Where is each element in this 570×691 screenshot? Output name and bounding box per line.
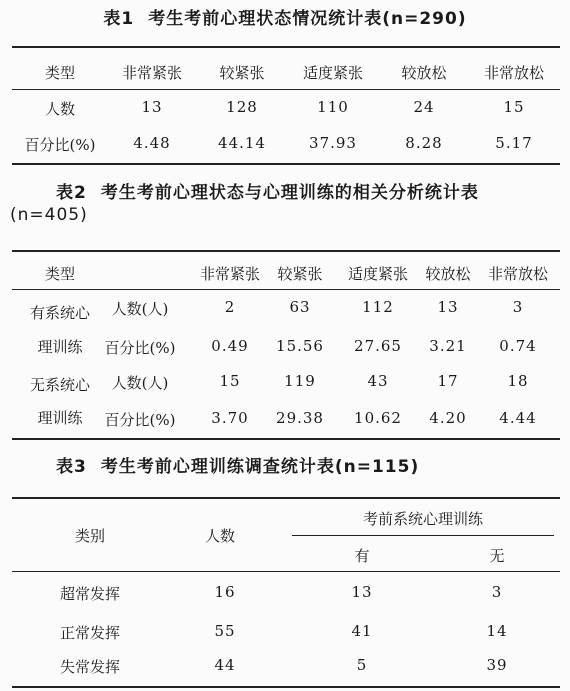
table2-header-very-relaxed: 非常放松	[487, 265, 549, 283]
table2-cell: 15.56	[276, 337, 324, 355]
table3-top-rule	[12, 497, 560, 499]
table3-cell: 13	[351, 583, 373, 601]
table2-caption-number: 表2	[56, 183, 87, 203]
table3-cell: 14	[486, 622, 508, 640]
table1-header-rule	[12, 89, 560, 90]
table2-cell: 10.62	[354, 409, 402, 427]
table3-header-no: 无	[489, 547, 505, 565]
table2-cell: 29.38	[276, 409, 324, 427]
table2-cell: 4.44	[499, 409, 537, 427]
table2-header-very-nervous: 非常紧张	[199, 265, 261, 283]
table2-row-label-count: 人数(人)	[111, 300, 169, 318]
table3-cell: 41	[351, 622, 373, 640]
table2-cell: 3	[512, 298, 524, 316]
table2-cell: 43	[367, 372, 389, 390]
table1-cell: 13	[141, 98, 163, 116]
table3-cell: 5	[356, 656, 368, 674]
table3-header-yes: 有	[354, 547, 370, 565]
table1-caption-number: 表1	[103, 9, 135, 29]
table3-caption-number: 表3	[56, 457, 87, 477]
table1-header-type: 类型	[44, 64, 76, 82]
table1-bottom-rule	[12, 163, 560, 165]
table2-cell: 112	[362, 298, 394, 316]
table3-cell: 44	[214, 656, 236, 674]
table1-caption-text: 考生考前心理状态情况统计表(n=290)	[148, 9, 467, 29]
table2-top-rule	[12, 250, 560, 252]
table3-cell: 55	[214, 622, 236, 640]
table1-cell: 24	[413, 98, 435, 116]
table3-header-group: 考前系统心理训练	[362, 510, 484, 528]
table3-cell: 16	[214, 583, 236, 601]
table2-caption-line1	[56, 178, 566, 203]
table1-cell: 8.28	[405, 134, 443, 152]
table3-caption-text: 考生考前心理训练调查统计表(n=115)	[100, 457, 420, 477]
table2-cell: 0.49	[211, 337, 249, 355]
table1-cell: 37.93	[309, 134, 357, 152]
table2-group1-label-line2: 理训练	[37, 338, 83, 356]
table1-row-label-percent: 百分比(%)	[24, 136, 96, 154]
table1-header-very-nervous: 非常紧张	[121, 64, 183, 82]
table2-group2-label-line2: 理训练	[37, 409, 83, 427]
table2-row-label-percent: 百分比(%)	[104, 411, 176, 429]
table1-top-rule	[12, 46, 560, 48]
table1-header-very-relaxed: 非常放松	[483, 64, 545, 82]
table1-header-moderate: 适度紧张	[302, 64, 364, 82]
table3-row-label: 失常发挥	[59, 658, 121, 676]
table3-bottom-rule	[12, 686, 560, 688]
table2-caption-line2	[10, 205, 210, 225]
table2-header-rule	[12, 289, 560, 290]
table3-row-label: 正常发挥	[59, 624, 121, 642]
table1-caption	[0, 4, 570, 29]
table3-cell: 3	[491, 583, 503, 601]
table3-header-category: 类别	[74, 527, 106, 545]
table2-cell: 27.65	[354, 337, 402, 355]
table2-header-relaxed: 较放松	[425, 265, 471, 283]
table2-cell: 3.21	[429, 337, 467, 355]
table1-cell: 44.14	[218, 134, 266, 152]
table3-row-label: 超常发挥	[59, 585, 121, 603]
table2-cell: 0.74	[499, 337, 537, 355]
table2-row-label-percent: 百分比(%)	[104, 339, 176, 357]
table3-header-rule	[12, 571, 560, 572]
table2-cell: 13	[437, 298, 459, 316]
table2-cell: 3.70	[211, 409, 249, 427]
table2-group1-label-line1: 有系统心	[29, 304, 91, 322]
table2-cell: 15	[219, 372, 241, 390]
table2-header-type: 类型	[44, 265, 76, 283]
table2-row-label-count: 人数(人)	[111, 374, 169, 392]
table1-row-label-count: 人数	[44, 100, 76, 118]
table1-header-nervous: 较紧张	[219, 64, 265, 82]
table1-cell: 15	[503, 98, 525, 116]
table2-cell: 63	[289, 298, 311, 316]
table2-group2-label-line1: 无系统心	[29, 376, 91, 394]
table2-cell: 119	[284, 372, 316, 390]
table2-header-moderate: 适度紧张	[347, 265, 409, 283]
table2-header-nervous: 较紧张	[277, 265, 323, 283]
table1-cell: 128	[226, 98, 258, 116]
table2-cell: 17	[437, 372, 459, 390]
table2-cell: 18	[507, 372, 529, 390]
table1-cell: 5.17	[495, 134, 533, 152]
table2-caption-n: (n=405)	[10, 205, 88, 225]
table3-caption	[56, 452, 566, 477]
table2-caption-text: 考生考前心理状态与心理训练的相关分析统计表	[100, 183, 479, 203]
table1-cell: 110	[317, 98, 349, 116]
table1-cell: 4.48	[133, 134, 171, 152]
table3-header-count: 人数	[204, 527, 236, 545]
table2-cell: 2	[224, 298, 236, 316]
table1-header-relaxed: 较放松	[401, 64, 447, 82]
table2-bottom-rule	[12, 438, 560, 440]
table2-cell: 4.20	[429, 409, 467, 427]
table3-cell: 39	[486, 656, 508, 674]
table3-group-rule	[292, 535, 554, 536]
